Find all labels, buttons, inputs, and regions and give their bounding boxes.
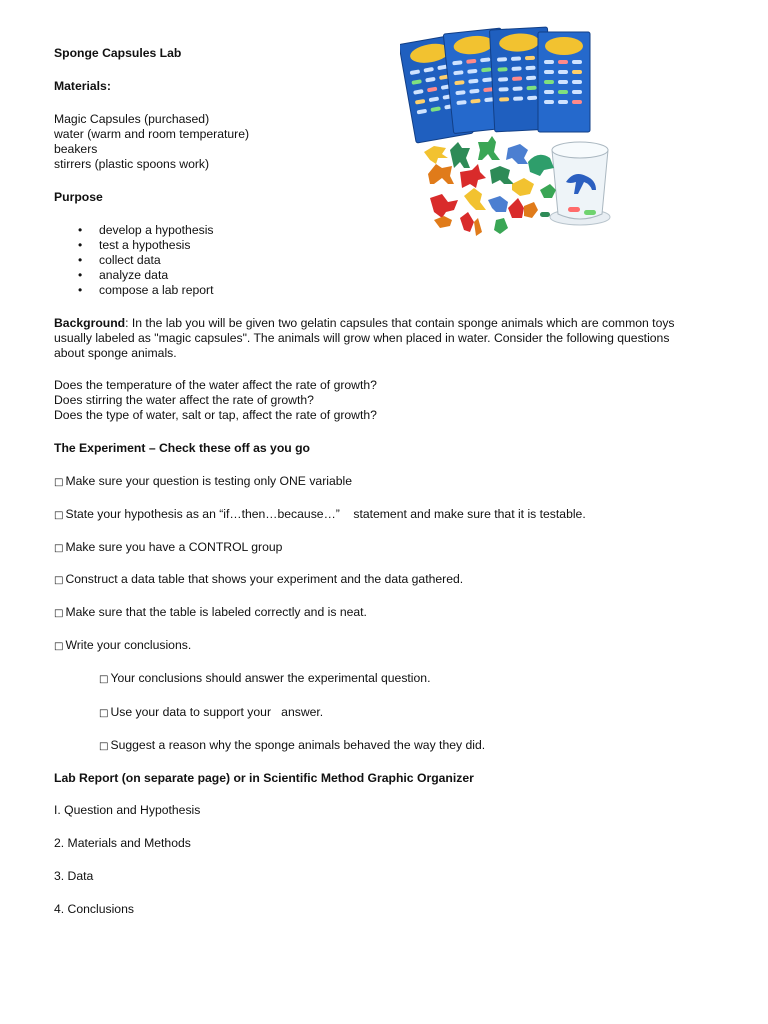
water-glass-image <box>550 142 610 225</box>
experiment-heading: The Experiment – Check these off as you go <box>54 441 311 455</box>
background-paragraph-line: usually labeled as "magic capsules". The animals will grow when placed in water. Consider the following questions <box>54 331 670 345</box>
purpose-item: collect data <box>99 253 161 267</box>
checklist-item[interactable] <box>54 540 282 556</box>
lab-report-item: 4. Conclusions <box>54 902 134 916</box>
question-line: Does stirring the water affect the rate of growth? <box>54 393 314 407</box>
materials-heading: Materials: <box>54 79 111 93</box>
bullet-icon: • <box>78 238 83 252</box>
checklist-subitem-label: Your conclusions should answer the experimental question. <box>110 671 431 685</box>
checklist-subitem-label: Suggest a reason why the sponge animals behaved the way they did. <box>110 738 486 752</box>
checkbox-icon[interactable]: □ <box>54 510 64 521</box>
materials-item: water (warm and room temperature) <box>54 127 250 141</box>
checklist-item-label: Make sure that the table is labeled correctly and is neat. <box>65 605 367 619</box>
lab-report-item: 3. Data <box>54 869 94 883</box>
background-text: : In the lab you will be given two gelatin capsules that contain sponge animals which are common toys <box>125 316 675 330</box>
lab-report-item: 2. Materials and Methods <box>54 836 191 850</box>
purpose-item: develop a hypothesis <box>99 223 214 237</box>
page-title: Sponge Capsules Lab <box>54 46 182 60</box>
checklist-subitem-label: Use your data to support your answer. <box>110 705 324 719</box>
materials-item: beakers <box>54 142 98 156</box>
checklist-item-label: State your hypothesis as an “if…then…because…” statement and make sure that it is testable. <box>65 507 586 521</box>
checklist-item-label: Make sure you have a CONTROL group <box>65 540 283 554</box>
purpose-item: test a hypothesis <box>99 238 191 252</box>
capsule-package-image <box>400 27 590 143</box>
checkbox-icon[interactable]: □ <box>54 477 64 488</box>
bullet-icon: • <box>78 223 83 237</box>
checkbox-icon[interactable]: □ <box>54 575 64 586</box>
checklist-subitem[interactable] <box>99 671 430 687</box>
checklist-subitem[interactable] <box>99 738 485 754</box>
checklist-item[interactable] <box>54 507 586 523</box>
checklist-item[interactable] <box>54 605 367 621</box>
checklist-item[interactable] <box>54 474 352 490</box>
checklist-item[interactable] <box>54 638 191 654</box>
bullet-icon: • <box>78 283 83 297</box>
bullet-icon: • <box>78 268 83 282</box>
checkbox-icon[interactable]: □ <box>54 543 64 554</box>
purpose-item: compose a lab report <box>99 283 214 297</box>
lab-report-item: I. Question and Hypothesis <box>54 803 201 817</box>
materials-item: Magic Capsules (purchased) <box>54 112 210 126</box>
question-line: Does the temperature of the water affect the rate of growth? <box>54 378 377 392</box>
purpose-item: analyze data <box>99 268 169 282</box>
checklist-item-label: Write your conclusions. <box>65 638 192 652</box>
background-paragraph-line: about sponge animals. <box>54 346 177 360</box>
checklist-item-label: Make sure your question is testing only ONE variable <box>65 474 352 488</box>
checkbox-icon[interactable]: □ <box>99 741 109 752</box>
materials-item: stirrers (plastic spoons work) <box>54 157 210 171</box>
background-paragraph-line <box>54 316 675 331</box>
background-label: Background <box>54 316 126 330</box>
question-line: Does the type of water, salt or tap, affect the rate of growth? <box>54 408 377 422</box>
checklist-item-label: Construct a data table that shows your experiment and the data gathered. <box>65 572 464 586</box>
purpose-heading: Purpose <box>54 190 103 204</box>
sponge-animals-image <box>424 136 556 236</box>
checkbox-icon[interactable]: □ <box>99 708 109 719</box>
checklist-item[interactable] <box>54 572 463 588</box>
checkbox-icon[interactable]: □ <box>54 641 64 652</box>
checkbox-icon[interactable]: □ <box>54 608 64 619</box>
bullet-icon: • <box>78 253 83 267</box>
sponge-capsule-packages-and-animals-photo <box>400 22 620 247</box>
lab-report-heading: Lab Report (on separate page) or in Scientific Method Graphic Organizer <box>54 771 474 785</box>
checkbox-icon[interactable]: □ <box>99 674 109 685</box>
checklist-subitem[interactable] <box>99 705 323 721</box>
